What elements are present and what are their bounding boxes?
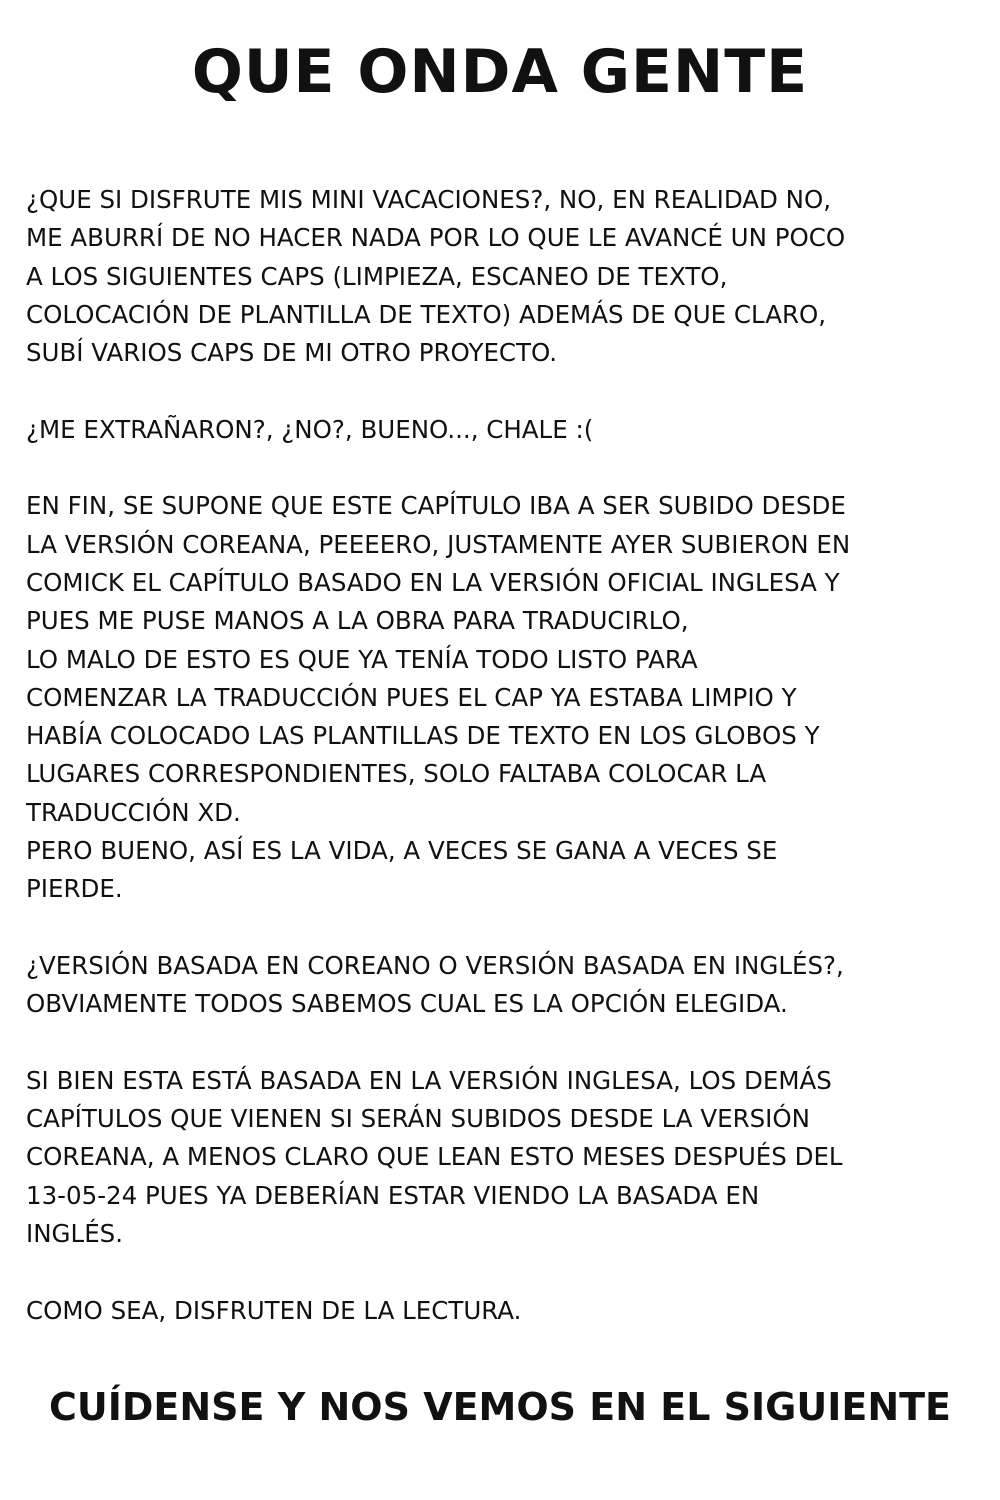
- paragraph-version: [26, 947, 986, 1024]
- text-line: ¿QUE SI DISFRUTE MIS MINI VACACIONES?, NO, EN REALIDAD NO,: [26, 185, 832, 214]
- paragraph-gap: [26, 372, 986, 410]
- page-title: QUE ONDA GENTE: [191, 37, 809, 107]
- text-line: PUES ME PUSE MANOS A LA OBRA PARA TRADUCIRLO,: [26, 606, 689, 636]
- text-line: COMO SEA, DISFRUTEN DE LA LECTURA.: [26, 1295, 522, 1325]
- text-line: CAPÍTULOS QUE VIENEN SI SERÁN SUBIDOS DESDE LA VERSIÓN: [26, 1104, 810, 1134]
- text-line: OBVIAMENTE TODOS SABEMOS CUAL ES LA OPCIÓN ELEGIDA.: [26, 989, 788, 1019]
- note-body: [26, 181, 986, 1330]
- text-line: 13-05-24 PUES YA DEBERÍAN ESTAR VIENDO LA BASADA EN: [26, 1180, 760, 1210]
- text-line: LO MALO DE ESTO ES QUE YA TENÍA TODO LISTO PARA: [26, 644, 698, 674]
- text-line: ¿VERSIÓN BASADA EN COREANO O VERSIÓN BASADA EN INGLÉS?,: [26, 950, 844, 980]
- paragraph-gap: [26, 449, 986, 487]
- paragraph-si-bien: [26, 1062, 986, 1253]
- text-line: ¿ME EXTRAÑARON?, ¿NO?, BUENO..., CHALE :(: [26, 414, 594, 444]
- paragraph-gap: [26, 1024, 986, 1062]
- text-line: COMICK EL CAPÍTULO BASADO EN LA VERSIÓN OFICIAL INGLESA Y: [26, 567, 840, 597]
- paragraph-extranaron: [26, 411, 986, 449]
- text-line: TRADUCCIÓN XD.: [26, 797, 241, 827]
- paragraph-como-sea: [26, 1292, 986, 1330]
- closing-line: CUÍDENSE Y NOS VEMOS EN EL SIGUIENTE: [49, 1385, 951, 1429]
- text-line: EN FIN, SE SUPONE QUE ESTE CAPÍTULO IBA A SER SUBIDO DESDE: [26, 491, 846, 521]
- text-line: COREANA, A MENOS CLARO QUE LEAN ESTO MESES DESPUÉS DEL: [26, 1142, 843, 1172]
- text-line: ME ABURRÍ DE NO HACER NADA POR LO QUE LE AVANCÉ UN POCO: [26, 223, 846, 253]
- text-line: INGLÉS.: [26, 1219, 124, 1249]
- text-line: PERO BUENO, ASÍ ES LA VIDA, A VECES SE GANA A VECES SE: [26, 836, 778, 866]
- text-line: A LOS SIGUIENTES CAPS (LIMPIEZA, ESCANEO DE TEXTO,: [26, 261, 728, 291]
- text-line: COMENZAR LA TRADUCCIÓN PUES EL CAP YA ESTABA LIMPIO Y: [26, 682, 797, 712]
- text-line: PIERDE.: [26, 874, 123, 904]
- text-line: SUBÍ VARIOS CAPS DE MI OTRO PROYECTO.: [26, 338, 558, 368]
- text-line: LA VERSIÓN COREANA, PEEEERO, JUSTAMENTE AYER SUBIERON EN: [26, 529, 851, 559]
- text-line: SI BIEN ESTA ESTÁ BASADA EN LA VERSIÓN INGLESA, LOS DEMÁS: [26, 1065, 832, 1095]
- paragraph-en-fin: [26, 487, 986, 908]
- text-line: COLOCACIÓN DE PLANTILLA DE TEXTO) ADEMÁS DE QUE CLARO,: [26, 299, 827, 329]
- paragraph-gap: [26, 909, 986, 947]
- text-line: HABÍA COLOCADO LAS PLANTILLAS DE TEXTO EN LOS GLOBOS Y: [26, 721, 820, 751]
- paragraph-vacaciones: [26, 181, 986, 372]
- paragraph-gap: [26, 1253, 986, 1291]
- text-line: LUGARES CORRESPONDIENTES, SOLO FALTABA COLOCAR LA: [26, 759, 767, 789]
